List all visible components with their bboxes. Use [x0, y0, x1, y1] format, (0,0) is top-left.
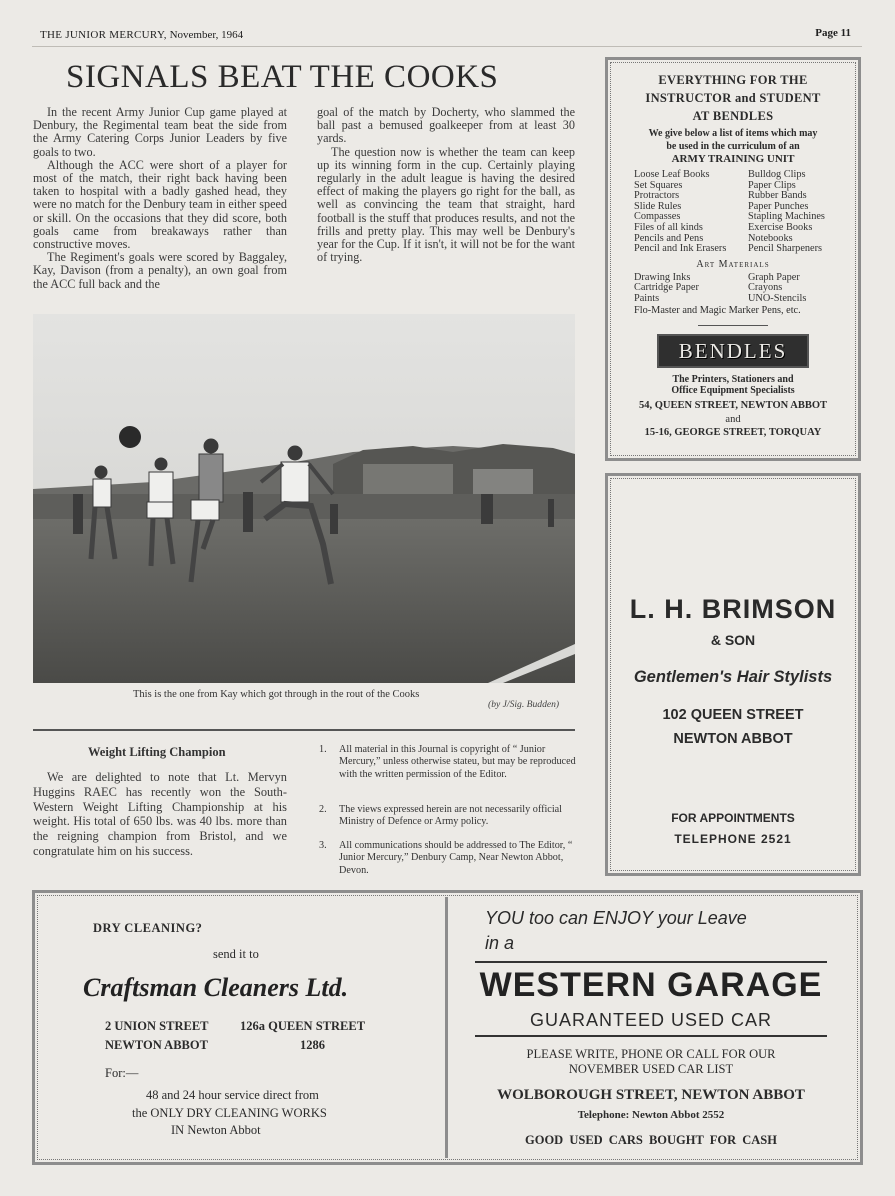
bottom-adverts	[32, 890, 863, 1165]
paragraph: In the recent Army Junior Cup game played at Denbury, the Regimental team beat the side from the Army Catering Corps Junior Leaders by five goals to two.	[33, 105, 287, 159]
list-item: Rubber Bands	[748, 190, 807, 202]
craftsman-for: For:—	[105, 1066, 139, 1080]
paragraph: The question now is whether the team can keep up its winning form in the cup. Certainly playing regularly in the adult league is having the desired effect of making the players go right for the ball, as well as convincing the team that straight, hard football is the stuff that produces results, and not the frills and pretty play. This may well be Denbury's year for the Cup. If it isn't, it will not be for the want of trying.	[317, 144, 575, 265]
ad-intro-line: be used in the curriculum of an	[666, 141, 800, 152]
garage-bought: GOOD USED CARS BOUGHT FOR CASH	[525, 1133, 777, 1147]
garage-call: NOVEMBER USED CAR LIST	[568, 1062, 734, 1076]
art-materials-heading: Art Materials	[696, 258, 770, 270]
ad-divider	[445, 897, 448, 1158]
note-number: 3.	[319, 840, 327, 851]
note-text: All material in this Journal is copyright of “ Junior Mercury,” unless otherwise stateu, but may be reproduced with the written permission of the Editor.	[339, 744, 576, 780]
craftsman-town: NEWTON ABBOT	[105, 1038, 208, 1052]
brimson-advert	[605, 473, 861, 876]
bendles-logo: BENDLES	[657, 334, 809, 368]
football-photo	[33, 314, 575, 683]
headline: SIGNALS BEAT THE COOKS	[66, 59, 499, 95]
ad-title-line: INSTRUCTOR and STUDENT	[645, 91, 821, 105]
list-item: Paper Punches	[748, 200, 809, 212]
and-text: and	[725, 413, 741, 425]
brimson-name: L. H. BRIMSON	[629, 594, 837, 624]
list-item: Pencil and Ink Erasers	[634, 243, 727, 255]
weight-lifting-title: Weight Lifting Champion	[88, 745, 226, 759]
brimson-phone: TELEPHONE 2521	[674, 832, 792, 846]
brimson-street: 102 QUEEN STREET	[662, 707, 804, 723]
garage-call: PLEASE WRITE, PHONE OR CALL FOR OUR	[526, 1047, 776, 1061]
divider	[475, 1035, 827, 1037]
list-item: Drawing Inks	[634, 271, 691, 283]
paragraph: We are delighted to note that Lt. Mervyn Huggins RAEC has recently won the South-Western Weight Lifting Championship at his weight. His total of 650 lbs. was 40 lbs. more than the reigning champion from Bristol, and we congratulate him on his success.	[33, 770, 287, 858]
editorial-notes	[319, 744, 579, 879]
weight-lifting-body	[33, 770, 287, 859]
list-item: Stapling Machines	[748, 211, 825, 223]
photo-image	[33, 314, 575, 683]
craftsman-question: DRY CLEANING?	[93, 921, 203, 935]
brimson-tagline: Gentlemen's Hair Stylists	[633, 668, 833, 686]
note-text: All communications should be addressed to The Editor, “ Junior Mercury,” Denbury Camp, Near Newton Abbot, Devon.	[339, 840, 573, 876]
list-item: Protractors	[634, 190, 680, 202]
stationery-list	[634, 170, 858, 255]
section-rule	[33, 729, 575, 731]
running-header	[40, 29, 243, 41]
list-item: Exercise Books	[748, 221, 813, 233]
list-item: Loose Leaf Books	[634, 169, 710, 180]
list-item: Cartridge Paper	[634, 282, 699, 294]
list-item: Slide Rules	[634, 200, 682, 212]
brimson-appointments: FOR APPOINTMENTS	[671, 811, 795, 825]
shop-address: 54, QUEEN STREET, NEWTON ABBOT	[638, 399, 828, 411]
article-column-1	[33, 106, 287, 291]
divider	[475, 961, 827, 963]
garage-subtitle: GUARANTEED USED CAR	[529, 1010, 773, 1030]
garage-headline: in a	[485, 933, 515, 953]
list-item: Notebooks	[748, 232, 793, 244]
brimson-son: & SON	[710, 632, 756, 648]
paragraph: Although the ACC were short of a player for most of the match, their right back having been taken to hospital with a badly gashed head, they were no match for the Denbury team in either speed or skill. On the occasions that they did score, both goals came from breakaways rather than constructive moves.	[33, 157, 287, 252]
brimson-town: NEWTON ABBOT	[673, 731, 793, 747]
list-item: Paper Clips	[748, 179, 796, 191]
garage-name: WESTERN GARAGE	[479, 966, 823, 1004]
garage-headline: YOU too can ENJOY your Leave	[485, 908, 747, 928]
art-list	[634, 273, 858, 305]
list-item: Bulldog Clips	[748, 169, 806, 180]
list-item: Graph Paper	[748, 271, 800, 283]
garage-street: WOLBOROUGH STREET, NEWTON ABBOT	[497, 1087, 805, 1103]
header-rule	[32, 46, 862, 47]
list-item: Paints	[634, 292, 660, 304]
ad-intro-line: We give below a list of items which may	[648, 128, 818, 139]
note-number: 2.	[319, 804, 327, 815]
photo-credit: (by J/Sig. Budden)	[488, 699, 560, 710]
page-number: Page 11	[815, 27, 851, 39]
craftsman-address: 126a QUEEN STREET	[240, 1019, 366, 1033]
paragraph: The Regiment's goals were scored by Baggaley, Kay, Davison (from a penalty), an own goal from the ACC full back and the	[33, 250, 287, 291]
list-item: Set Squares	[634, 179, 683, 191]
paragraph: goal of the match by Docherty, who slammed the ball past a bemused goalkeeper from at least 30 yards.	[317, 105, 575, 146]
issue-date: November, 1964	[169, 29, 244, 41]
ad-intro-line: ARMY TRAINING UNIT	[671, 153, 795, 165]
bendles-advert	[605, 57, 861, 461]
publication-name: THE JUNIOR MERCURY,	[40, 29, 167, 41]
craftsman-service: 48 and 24 hour service direct from	[146, 1088, 319, 1102]
craftsman-name: Craftsman Cleaners Ltd.	[83, 973, 349, 1002]
list-item: UNO-Stencils	[748, 292, 807, 304]
ad-title-line: EVERYTHING FOR THE	[658, 73, 808, 87]
divider	[698, 325, 768, 326]
photo-caption: This is the one from Kay which got through in the rout of the Cooks	[133, 689, 420, 700]
craftsman-send: send it to	[213, 947, 259, 961]
garage-telephone: Telephone: Newton Abbot 2552	[577, 1109, 725, 1121]
ad-title-line: AT BENDLES	[692, 109, 774, 123]
article-column-2	[317, 106, 575, 264]
tagline-line: Office Equipment Specialists	[671, 384, 795, 396]
note-text: The views expressed herein are not necessarily official Ministry of Defence or Army policy.	[339, 804, 562, 828]
craftsman-phone: 1286	[300, 1038, 325, 1052]
craftsman-service: IN Newton Abbot	[171, 1123, 261, 1137]
list-item: Pencil Sharpeners	[748, 243, 823, 255]
craftsman-address: 2 UNION STREET	[105, 1019, 209, 1033]
list-item: Files of all kinds	[634, 221, 703, 233]
tagline-line: The Printers, Stationers and	[672, 373, 794, 385]
list-item: Flo-Master and Magic Marker Pens, etc.	[634, 304, 801, 316]
list-item: Crayons	[748, 282, 783, 294]
shop-address: 15-16, GEORGE STREET, TORQUAY	[644, 426, 822, 438]
craftsman-service: the ONLY DRY CLEANING WORKS	[132, 1106, 327, 1120]
note-number: 1.	[319, 744, 327, 755]
list-item: Compasses	[634, 211, 681, 223]
list-item: Pencils and Pens	[634, 232, 704, 244]
